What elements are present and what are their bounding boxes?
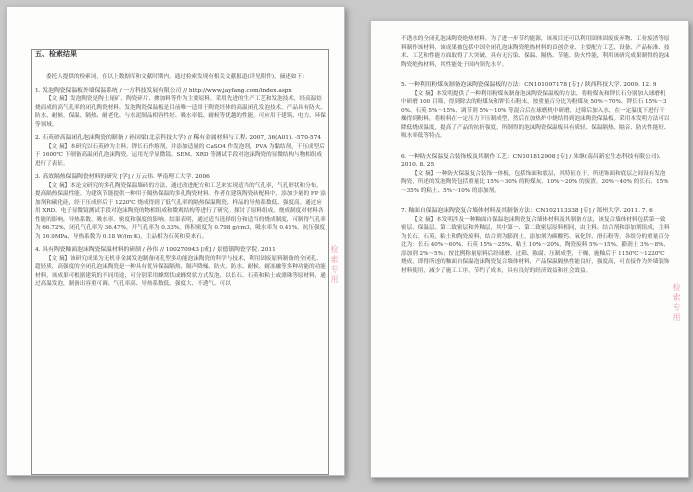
entry-title: 2. 石英砂高温闭孔泡沫陶瓷的制备 / 孙国梁(北京科技大学) // 稀有金属材料与工程. 2007, 36(A01). -570-574 [35, 135, 321, 141]
continued-paragraph: 不透水的全闭孔泡沫陶瓷绝热材料。为了进一步节约能源，该项目还可以利用固体固废废弃物、工业废渣等原料制作该材料，该成果被包括中国全闭孔泡沫陶瓷绝热材料的首创企业、主要配方工艺、设备、产品标准、技术、工艺和性能方面取得了大突破、具有无污染、保温、隔热、节能、防火性能，利用该研究成果制得的泡沫陶瓷绝热材料，其性能处于国内领先水平。 [401, 36, 670, 68]
page-content [7, 7, 344, 475]
result-entry [35, 173, 326, 241]
result-entry [401, 153, 670, 196]
seal-stamp: 检索专用 [672, 283, 681, 323]
report-page-left [6, 6, 345, 476]
entry-abstract: 【文 摘】本论文研究的多孔陶瓷保温墙砖的方法，通过改进配方和工艺来实现适当的气孔率，气孔形状和分布，提高隔热保温性能。为建筑节能提供一种用于隔热保温的多孔陶瓷材料。作者在建筑陶瓷砖配料中，添加少量的 FP 添加剂和碳化硅，经干压成形后于 1220℃ 烧成得到了低气孔率的隔热保温陶瓷，样品的导热系数低、强度高。通过应用 XRD、电子显微镜测试手段对泡沫陶瓷的物相组成和微观结构等进行了研究。探讨了原料组成、烧成制度对材料各性能的影响，导热系数、吸水率、密度和强度的影响。结果表明，通过适当选择组分和适当的烧成制度，可制得气孔率为 66.72%，闭孔气孔率为 36.47%，开气孔率为 0.33%，体积密度为 0.798 g/cm3，吸水率为 0.41%，抗压强度为 16.9MPa，导热系数为 0.18 W/(m·K)，主品相为石英和莫来石。 [35, 182, 326, 240]
result-entry [401, 81, 670, 141]
result-entry [401, 207, 670, 275]
entry-abstract: 【文 摘】本发明涉及一种釉面自保温泡沫陶瓷复合墙体材料及其制备方法，该复合墙体材料包括第一致密层、保温层、第二致密层和外釉层，其中第一、第二致密层原料相同，由主料、结合剂和添加剂组成，主料为长石、石英、粘土和陶瓷废料，结合剂为膨润土，添加剂为碳酸钙、氧化锌、滑石粉等，各组分的重量百分比为：长石 40%～60%、石英 15%～25%、粘土 10%～20%、陶瓷废料 5%～15%、膨润土 3%～8%、添加剂 2%～5%；按比例称量原料后经球磨、过筛、陈腐、压制成型、干燥，施釉后于 1150℃～1220℃ 烧成，即得所述的釉面自保温泡沫陶瓷复合墙体材料，产品保温隔热性能良好，强度高，可直接作为外墙装饰材料使用，减少了施工工序，节约了成本，具有良好的经济效益和社会效益。 [401, 216, 670, 274]
section-title: 五、检索结果 [35, 50, 77, 58]
entry-abstract: 【文 摘】该研究成果为无机非金属发泡制备闭孔型多功能泡沫陶瓷的科学与技术，利用固废原料制备的全闭孔、超轻质、高强度的全闭孔泡沫陶瓷是一种具有优异保温隔热、隔声降噪、防火、防水、耐候、耐冻融等多种功能的功能材料，该成果可根据建筑的不同用途，可分别采用蜂窝状或蜂窝状方式发泡，以长石、石英和粘土或漂珠等原材料，通过高温发泡，制备出容重可调、气孔率高、导热系数低、强度大、不透气、可以 [35, 255, 326, 287]
entry-title: 5. 一种利用粉煤灰制备泡沫陶瓷保温板的方法：CN101097178 [专] / 陕西科技大学. 2009. 12. 9 [401, 82, 657, 88]
result-entry [35, 246, 326, 289]
entry-title: 4. 具有陶瓷釉面泡沫陶瓷保温材料的研制 / 孙伟 // 100270943 [成] / 景德镇陶瓷学院. 2011 [35, 247, 276, 253]
result-entry [35, 87, 326, 130]
entry-title: 6. 一种防火保温复合装饰板及其制作工艺：CN101812908 [专] / 朱继(南昌新宏生态科技有限公司). 2010. 8. 25 [401, 153, 661, 168]
entry-abstract: 【文 摘】发泡陶瓷是陶土尾矿、陶瓷碎片、掺加料等作为主要原料，采用先进的生产工艺和发泡技术，经高温焙烧而成的高气孔率的闭孔陶瓷材料。发泡陶瓷保温板是目前唯一适用于陶瓷坯体的高温闭孔发泡技术，产品具有防火、防水、耐候、保温、隔热、耐老化、与水泥制品相容性好、吸水率低、耐候等优越的性能，可应用于建筑、电力、环保等领域。 [35, 96, 326, 128]
entry-abstract: 【文 摘】一种防火保温复合装饰一体板，包括饰面和底层，其特征在于，所述饰面和底层之间设有发泡陶瓷，所述的发泡陶瓷包括重量比 15%～30% 的粉煤灰、10%～20% 的废渣、20%～40% 的长石、15%～35% 的粘土、5%～10% 的添加剂。 [401, 170, 669, 194]
page-content [371, 21, 688, 477]
entry-title: 3. 高效隔热保温陶瓷材料的研究 [学] / 万云伟. 华南理工大学. 2006 [35, 174, 210, 180]
entry-title: 7. 釉面自保温泡沫陶瓷复合墙体材料及其制备方法：CN102113338 [专] / 郑州大学. 2011. 7. 6 [401, 208, 653, 214]
entry-abstract: 【文 摘】本研究以石英砂为主料，钾长石作熔剂，并添加适量的 CaSO4 作发泡剂，PVA 为黏结剂，干压成型后于 1600℃ 下制备高温闭孔泡沫陶瓷。运用光学显微镜、SEM、XRD 等测试手段对泡沫陶瓷的显微结构与物相组成进行了表征。 [35, 143, 325, 167]
entry-title: 1. 发泡陶瓷保温板外墙保温系统 / 一方科技发展有限公司 // http://www.jayfang.com/index.aspx [35, 87, 292, 94]
entry-abstract: 【文 摘】本发明提供了一种利用粉煤灰制备泡沫陶瓷保温板的方法，将粉煤灰和钾长石分别加入球磨机中研磨 100 目筛，得到除去的粉煤灰和钾长石粉末，按重量百分比为粉煤灰 50%～70%、钾长石 15%～30%、石英 5%～15%、调节剂 5%～10% 等混合后在球磨机中研磨，过筛后加入水，在一定温度下进行干燥得到粉料，将粉料在一定压力下压制成型，然后在加热炉中烧结得到泡沫陶瓷保温板。采用本发明方法可以降低烧成温度，提高了产品的抗折强度，所制得的泡沫陶瓷保温板具有质轻、保温隔热、隔音、防火性能好、吸水率低等特点。 [401, 90, 670, 139]
seal-stamp: 检索专用 [330, 245, 339, 285]
result-entry [35, 134, 326, 168]
intro-paragraph: 委托人提供的检索词，在以上数据库和文献时期内，通过检索发现有相关文献报道(详见附件)，摘述如下： [46, 74, 308, 80]
report-page-right [370, 20, 689, 478]
